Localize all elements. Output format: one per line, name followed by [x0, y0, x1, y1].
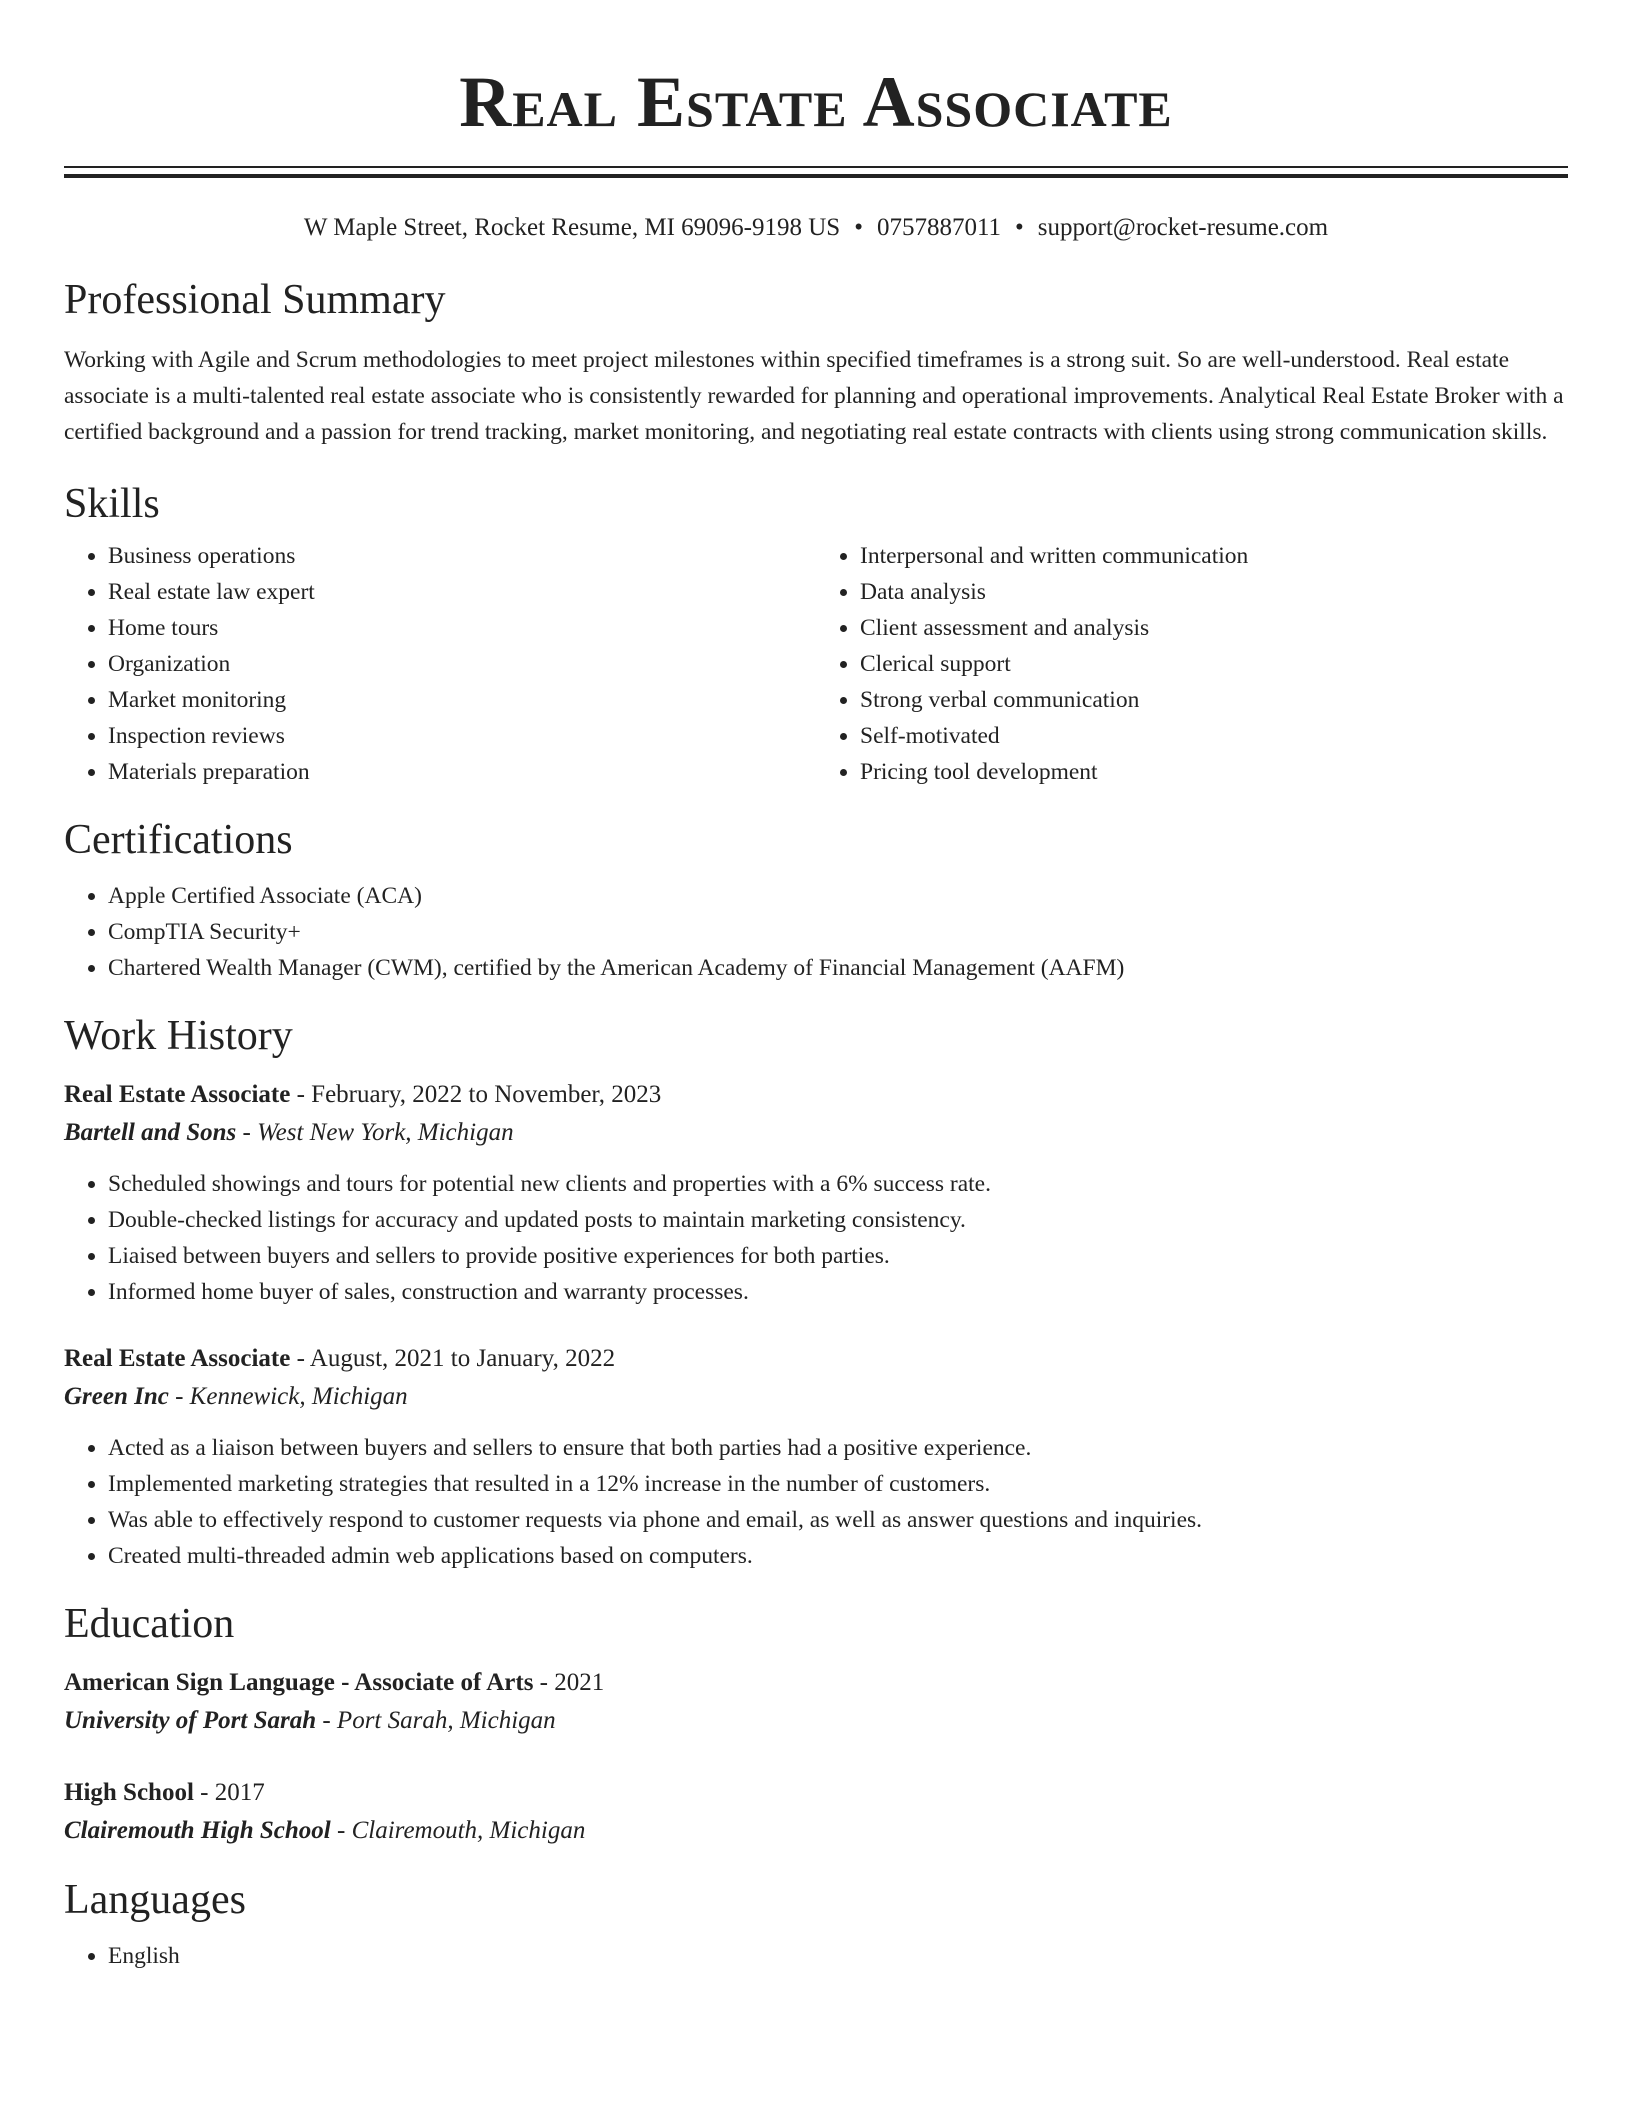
language-item: • English	[108, 1938, 1568, 1974]
job-bullet: • Acted as a liaison between buyers and sellers to ensure that both parties had a positive experience.	[108, 1430, 1568, 1466]
divider-thick-line	[64, 174, 1568, 178]
job-company: Bartell and Sons	[64, 1119, 237, 1146]
skill-item: • Business operations	[108, 538, 816, 574]
job-company-line	[64, 1114, 1568, 1152]
job-dates: - February, 2022 to November, 2023	[296, 1081, 662, 1108]
education-entry	[64, 1664, 1568, 1740]
education-school-line	[64, 1812, 1568, 1850]
languages-list	[64, 1938, 1568, 1974]
job-bullet: • Informed home buyer of sales, construction and warranty processes.	[108, 1274, 1568, 1310]
skill-item: • Pricing tool development	[860, 754, 1568, 790]
skills-list-left	[64, 538, 816, 790]
job-title-line	[64, 1340, 1568, 1378]
job-company-line	[64, 1378, 1568, 1416]
summary-text: Working with Agile and Scrum methodologies to meet project milestones within specified timeframes is a strong suit. So are well-understood. Real estate associate is a multi-talented real estate associate who is consistently rewarded for planning and operational improvements. Analytical Real Estate Broker with a certified background and a passion for trend tracking, market monitoring, and negotiating real estate contracts with clients using strong communication skills.	[64, 347, 1564, 445]
skill-item: • Inspection reviews	[108, 718, 816, 754]
contact-email: support@rocket-resume.com	[1037, 214, 1329, 241]
skill-item: • Real estate law expert	[108, 574, 816, 610]
job-bullet: • Double-checked listings for accuracy and updated posts to maintain marketing consistency.	[108, 1202, 1568, 1238]
job-bullet: • Scheduled showings and tours for potential new clients and properties with a 6% success rate.	[108, 1166, 1568, 1202]
work-history-section	[64, 1010, 1568, 1574]
contact-phone: 0757887011	[876, 214, 1002, 241]
section-title-languages: Languages	[64, 1877, 246, 1923]
education-section	[64, 1598, 1568, 1850]
education-year: - 2021	[539, 1669, 605, 1696]
education-school: Clairemouth High School	[64, 1817, 331, 1844]
contact-separator: •	[1015, 214, 1024, 241]
skill-item: • Data analysis	[860, 574, 1568, 610]
job-location: - West New York, Michigan	[242, 1119, 514, 1146]
languages-section	[64, 1874, 1568, 1974]
job-bullets	[64, 1430, 1568, 1574]
job-entry	[64, 1340, 1568, 1574]
job-location: - Kennewick, Michigan	[175, 1383, 408, 1410]
skill-item: • Strong verbal communication	[860, 682, 1568, 718]
skills-list-right	[816, 538, 1568, 790]
education-location: - Clairemouth, Michigan	[337, 1817, 586, 1844]
job-role: Real Estate Associate	[64, 1345, 291, 1372]
education-school-line	[64, 1702, 1568, 1740]
certification-item: • CompTIA Security+	[108, 914, 1568, 950]
job-bullets	[64, 1166, 1568, 1310]
job-bullet: • Implemented marketing strategies that resulted in a 12% increase in the number of customers.	[108, 1466, 1568, 1502]
skill-item: • Client assessment and analysis	[860, 610, 1568, 646]
certifications-list	[64, 878, 1568, 986]
section-title-work-history: Work History	[64, 1013, 293, 1059]
summary-section	[64, 274, 1568, 450]
contact-address: W Maple Street, Rocket Resume, MI 69096-9198 US	[303, 214, 841, 241]
education-degree: High School	[64, 1779, 194, 1806]
contact-separator: •	[854, 214, 863, 241]
section-title-certifications: Certifications	[64, 817, 293, 863]
education-school: University of Port Sarah	[64, 1707, 317, 1734]
education-degree: American Sign Language - Associate of Arts	[64, 1669, 534, 1696]
job-role: Real Estate Associate	[64, 1081, 291, 1108]
skills-section	[64, 478, 1568, 790]
skill-item: • Clerical support	[860, 646, 1568, 682]
job-entry	[64, 1076, 1568, 1310]
education-degree-line	[64, 1774, 1568, 1812]
job-title-line	[64, 1076, 1568, 1114]
job-bullet: • Created multi-threaded admin web applications based on computers.	[108, 1538, 1568, 1574]
skill-item: • Market monitoring	[108, 682, 816, 718]
skill-item: • Organization	[108, 646, 816, 682]
job-bullet: • Liaised between buyers and sellers to provide positive experiences for both parties.	[108, 1238, 1568, 1274]
section-title-education: Education	[64, 1601, 235, 1647]
contact-line	[64, 212, 1568, 244]
section-title-summary: Professional Summary	[64, 277, 446, 323]
education-year: - 2017	[200, 1779, 265, 1806]
certification-item: • Apple Certified Associate (ACA)	[108, 878, 1568, 914]
resume-name: Real Estate Associate	[459, 62, 1173, 142]
section-title-skills: Skills	[64, 481, 160, 527]
skills-columns	[64, 538, 1568, 790]
header-divider	[64, 166, 1568, 178]
skill-item: • Home tours	[108, 610, 816, 646]
job-company: Green Inc	[64, 1383, 169, 1410]
education-location: - Port Sarah, Michigan	[322, 1707, 556, 1734]
skill-item: • Interpersonal and written communication	[860, 538, 1568, 574]
education-degree-line	[64, 1664, 1568, 1702]
job-dates: - August, 2021 to January, 2022	[296, 1345, 616, 1372]
divider-thin-line	[64, 166, 1568, 168]
skill-item: • Materials preparation	[108, 754, 816, 790]
certifications-section	[64, 814, 1568, 986]
skill-item: • Self-motivated	[860, 718, 1568, 754]
education-entry	[64, 1774, 1568, 1850]
certification-item: • Chartered Wealth Manager (CWM), certified by the American Academy of Financial Management (AAFM)	[108, 950, 1568, 986]
job-bullet: • Was able to effectively respond to customer requests via phone and email, as well as answer questions and inquiries.	[108, 1502, 1568, 1538]
